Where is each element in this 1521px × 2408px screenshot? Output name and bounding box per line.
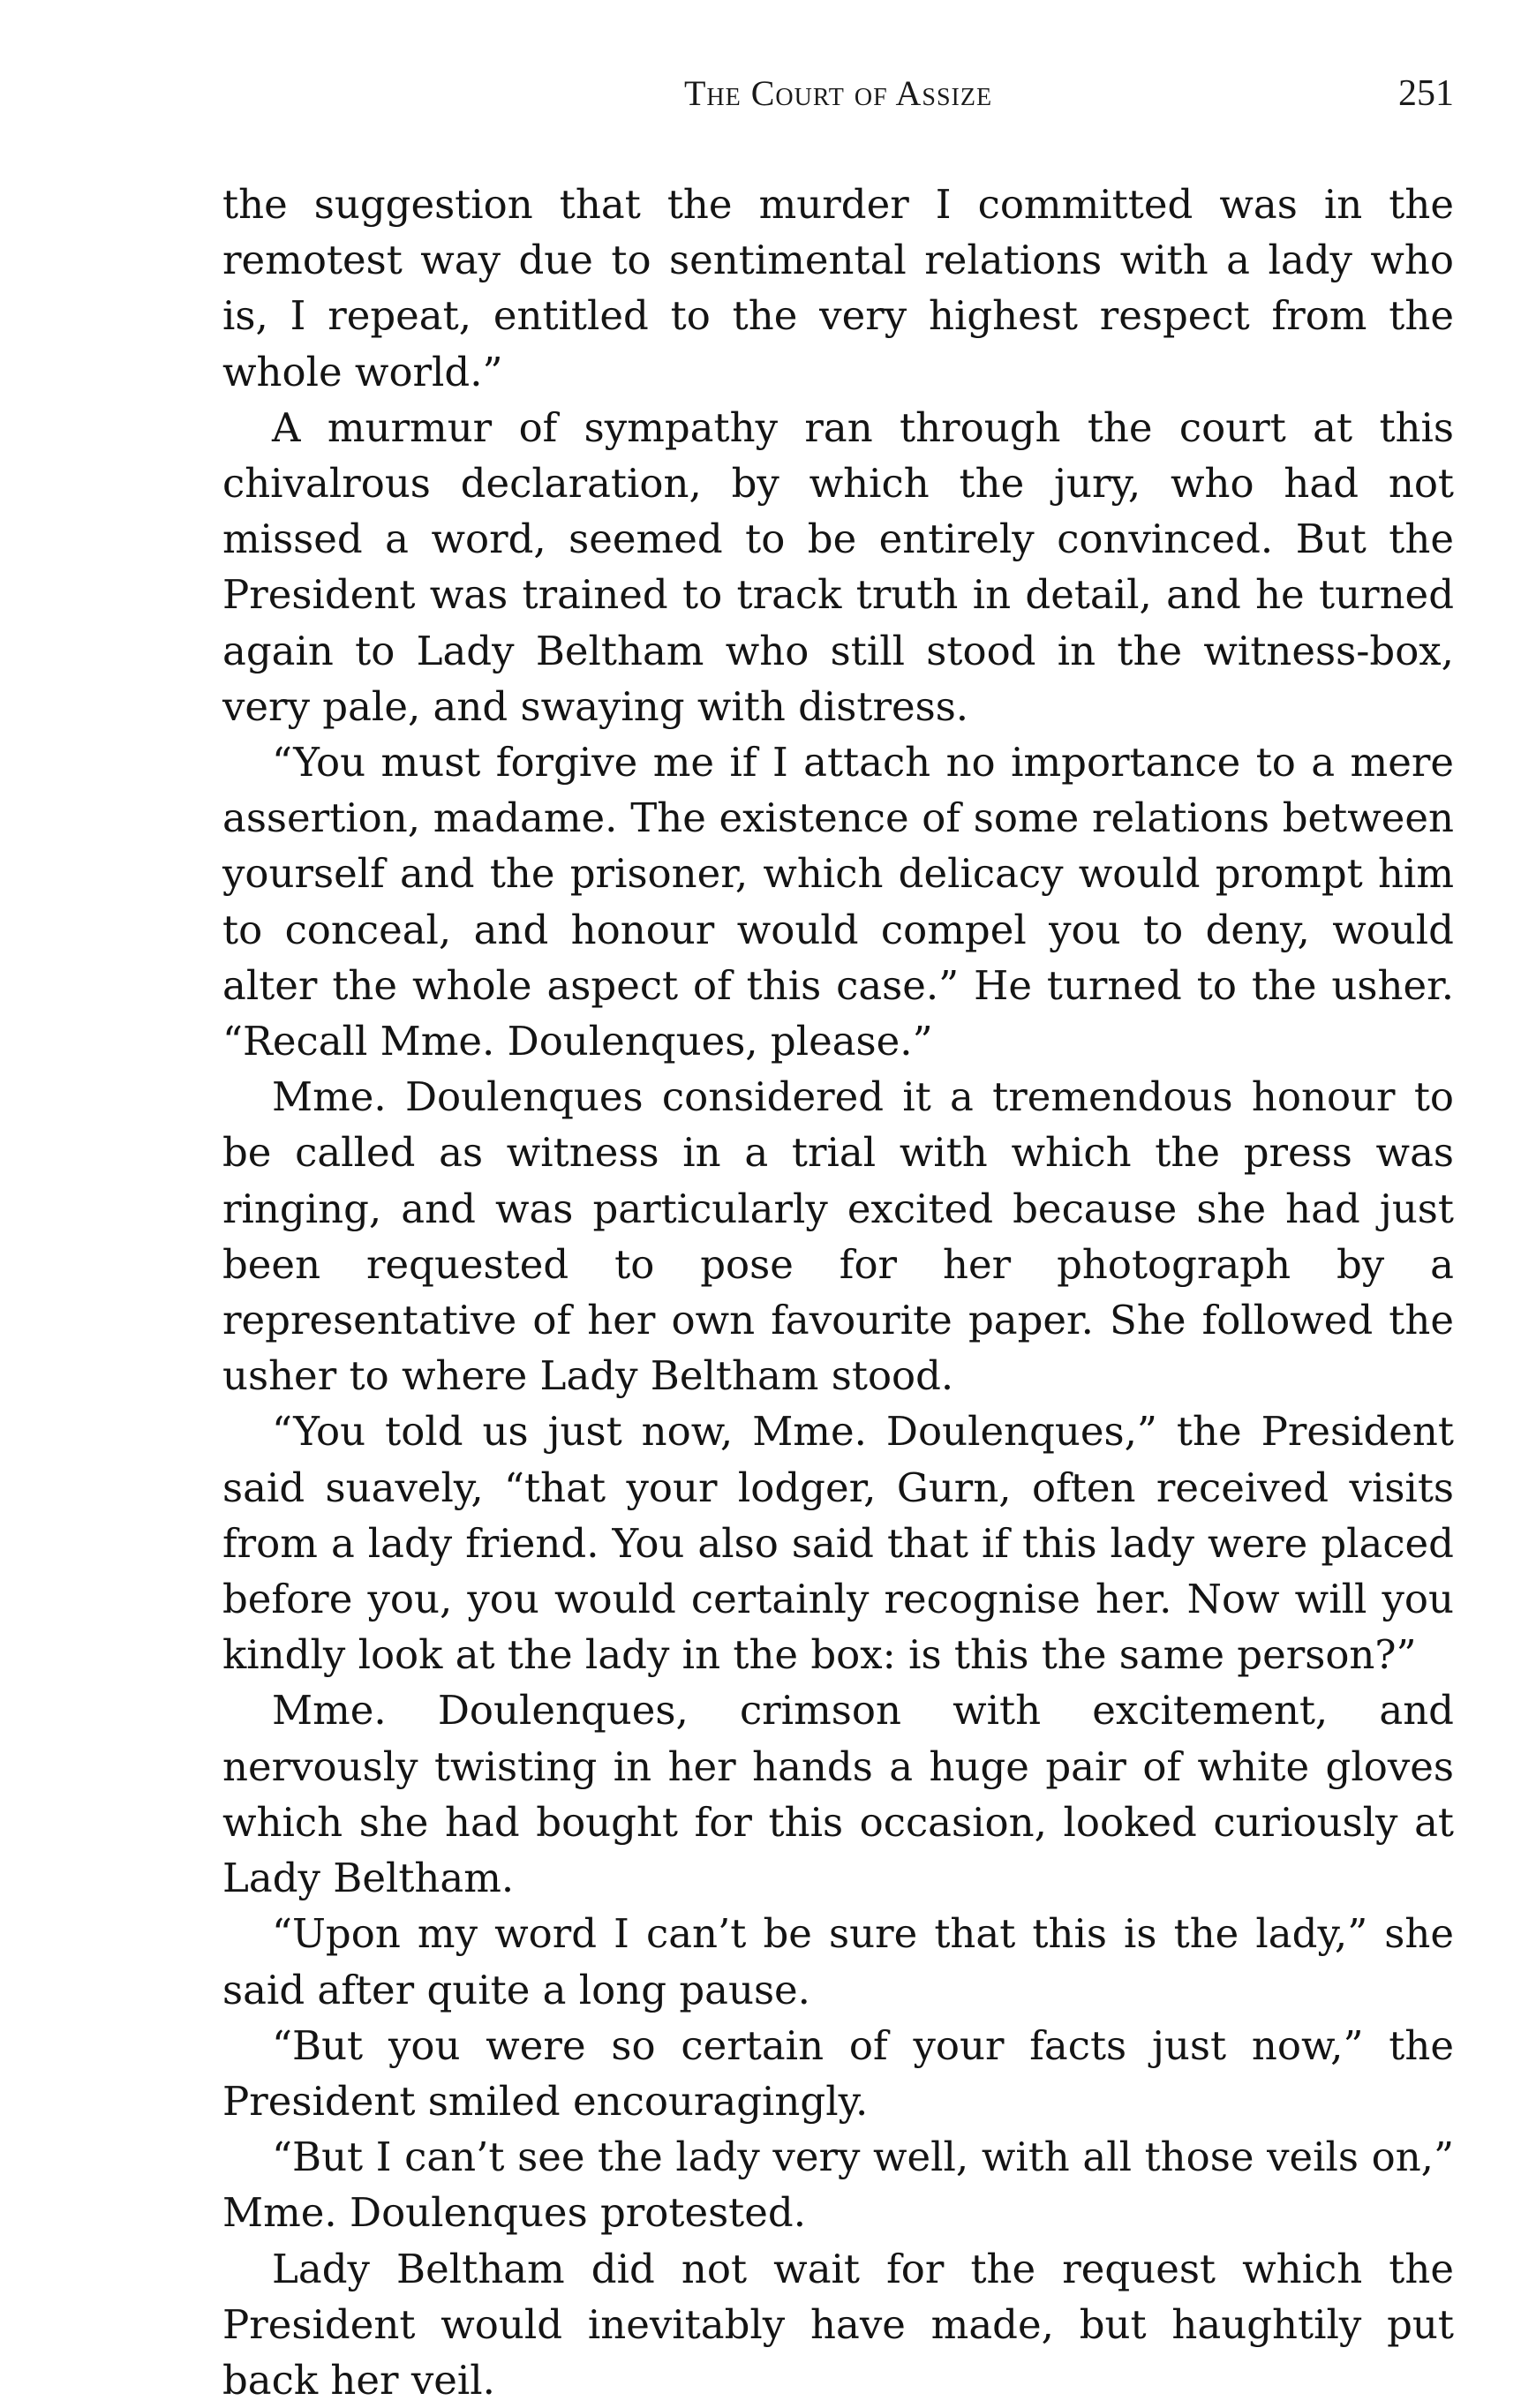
paragraph: A murmur of sympathy ran through the court at this chivalrous declaration, by which the jury, who had not missed a word, seemed to be entirely convinced. But the President was trained to track truth in detail, and he turned again to Lady Beltham who still stood in the witness-box, very pale, and swaying with distress. [222,403,1454,730]
running-header [222,72,1454,125]
paragraph: Mme. Doulenques considered it a tremendous honour to be called as witness in a trial with which the press was ringing, and was particularly excited because she had just been requested to pose for her photograph by a representative of her own favourite paper. She followed the usher to where Lady Beltham stood. [222,1073,1454,1400]
paragraph: the suggestion that the murder I committed was in the remotest way due to sentimental relations with a lady who is, I repeat, entitled to the very highest respect from the whole world.” [222,181,1454,395]
paragraph: “You must forgive me if I attach no importance to a mere assertion, madame. The existence of some relations between yourself and the prisoner, which delicacy would prompt him to conceal, and honour would compel you to deny, would alter the whole aspect of this case.” He turned to the usher. “Recall Mme. Doulenques, please.” [222,739,1454,1065]
paragraph: “But I can’t see the lady very well, with all those veils on,” Mme. Doulenques protested. [222,2133,1454,2237]
paragraph: “Upon my word I can’t be sure that this is the lady,” she said after quite a long pause. [222,1910,1454,2013]
paragraph: Mme. Doulenques, crimson with excitement, and nervously twisting in her hands a huge pair of white gloves which she had bought for this occasion, looked curiously at Lady Beltham. [222,1687,1454,1902]
body-text [222,177,1454,2408]
paragraph: Lady Beltham did not wait for the request which the President would inevitably have made, but haughtily put back her veil. [222,2245,1454,2404]
paragraph: “You told us just now, Mme. Doulenques,” the President said suavely, “that your lodger, Gurn, often received visits from a lady friend. You also said that if this lady were placed before you, you would certainly recognise her. Now will you kindly look at the lady in the box: is this the same person?” [222,1408,1454,1679]
paragraph: “But you were so certain of your facts just now,” the President smiled encouragingly. [222,2021,1454,2125]
page-number: 251 [1398,73,1454,114]
running-title: The Court of Assize [683,73,993,113]
